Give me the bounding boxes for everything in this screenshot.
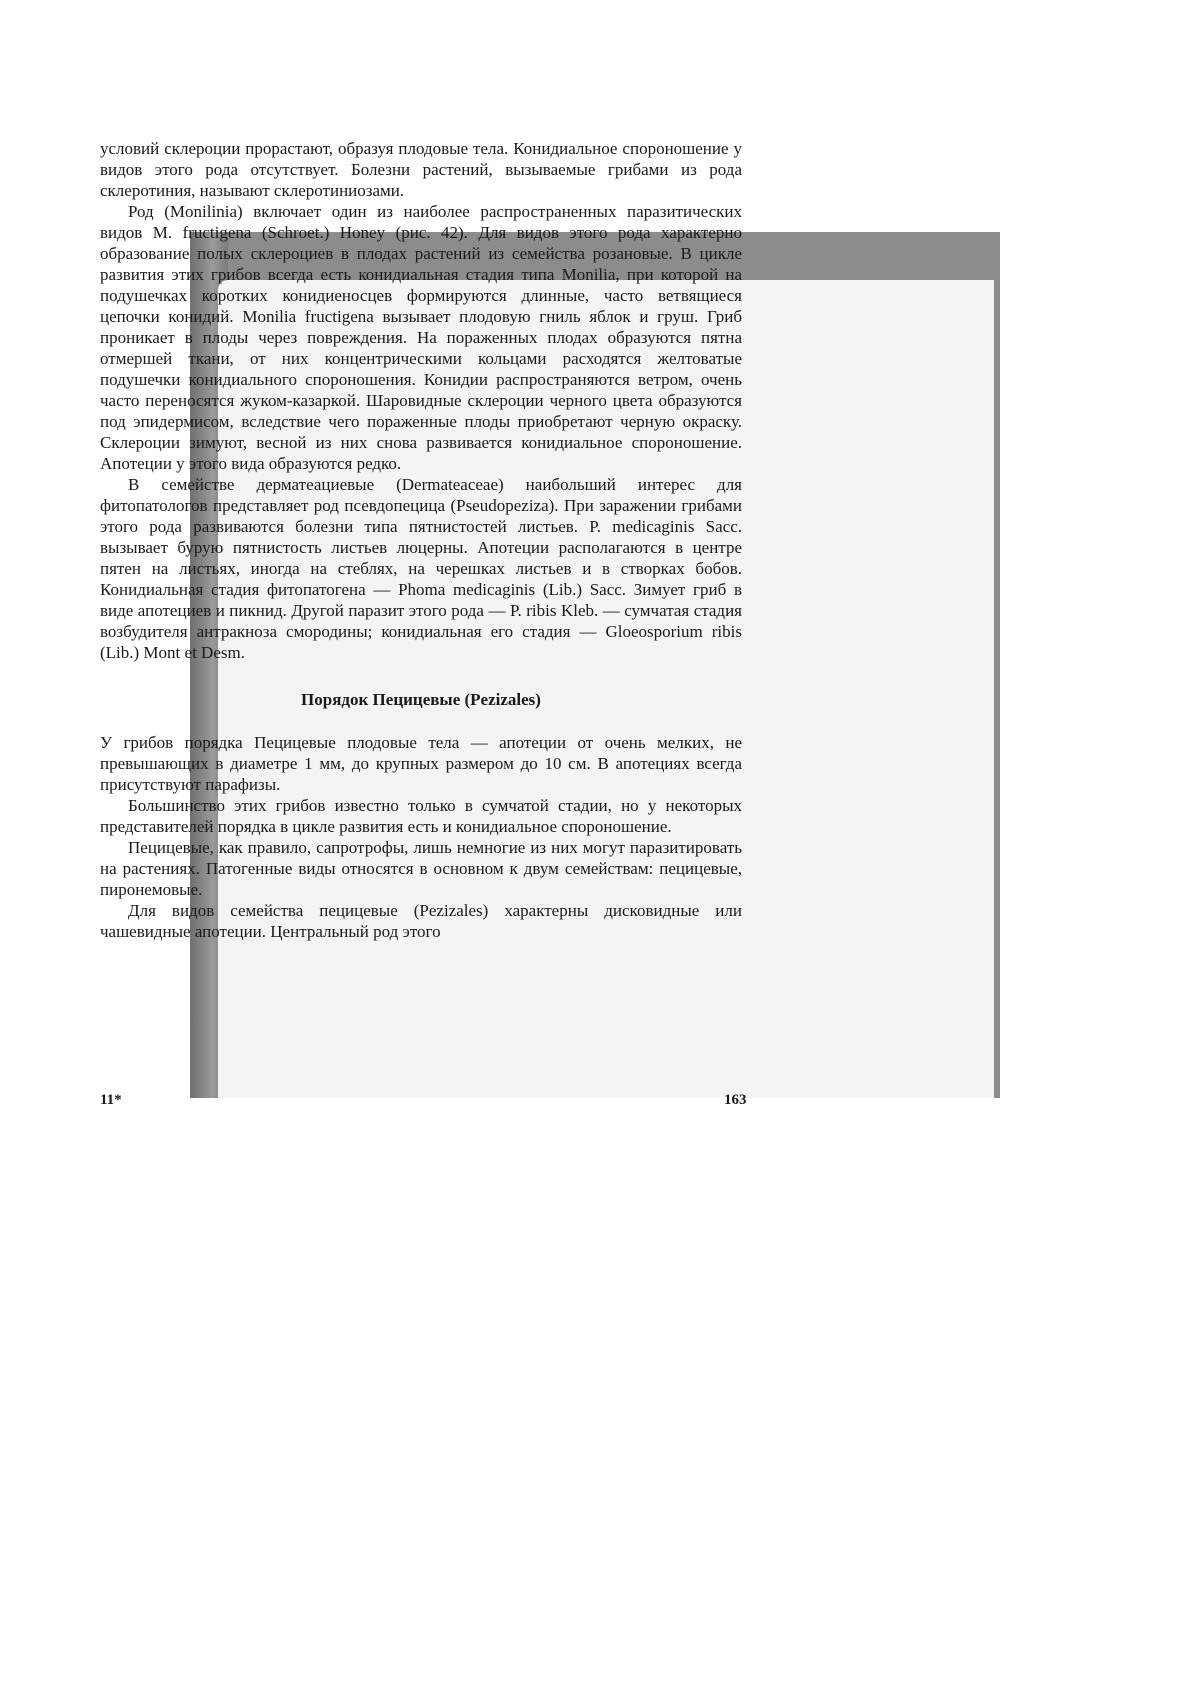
paragraph-7: Для видов семейства пецицевые (Pezizales) характерны дисковидные или чашевидные апотеции. Центральный род этого	[100, 901, 742, 941]
paragraph-6: Пецицевые, как правило, сапротрофы, лишь немногие из них могут паразитировать на растениях. Патогенные виды относятся в основном к двум семействам: пецицевые, пиронемовые.	[100, 838, 742, 899]
paragraph-2: Род (Monilinia) включает один из наиболее распространенных паразитических видов M. fructigena (Schroet.) Honey (рис. 42). Для видов этого рода характерно образование полых склероциев в плодах растений из семейства розановые. В цикле развития этих грибов всегда есть конидиальная стадия типа Monilia, при которой на подушечках коротких конидиеносцев формируются длинные, часто ветвящиеся цепочки конидий. Monilia fructigena вызывает плодовую гниль яблок и груш. Гриб проникает в плоды через повреждения. На пораженных плодах образуются пятна отмершей ткани, от них концентрическими кольцами расходятся желтоватые подушечки конидиального спороношения. Конидии распространяются ветром, очень часто переносятся жуком-казаркой. Шаровидные склероции черного цвета образуются под эпидермисом, вследствие чего пораженные плоды приобретают черную окраску. Склероции зимуют, весной из них снова развивается конидиальное спороношение. Апотеции у этого вида образуются редко.	[100, 202, 742, 473]
paragraph-1: условий склероции прорастают, образуя плодовые тела. Конидиальное спороношение у видов этого рода отсутствует. Болезни растений, вызываемые грибами из рода склеротиния, называют склеротиниозами.	[100, 139, 742, 200]
paragraph-5: Большинство этих грибов известно только в сумчатой стадии, но у некоторых представителей порядка в цикле развития есть и конидиальное спороношение.	[100, 796, 742, 836]
section-heading: Порядок Пецицевые (Pezizales)	[301, 690, 541, 709]
page-number: 163	[724, 1092, 747, 1108]
signature-mark: 11*	[100, 1092, 122, 1108]
paragraph-3: В семействе дерматеациевые (Dermateaceae) наибольший интерес для фитопатологов представляет род псевдопецица (Pseudopeziza). При заражении грибами этого рода развиваются болезни типа пятнистостей листьев. P. medicaginis Sacc. вызывает бурую пятнистость листьев люцерны. Апотеции располагаются в центре пятен на листьях, иногда на стеблях, на черешках листьев и в створках бобов. Конидиальная стадия фитопатогена — Phoma medicaginis (Lib.) Sacc. Зимует гриб в виде апотециев и пикнид. Другой паразит этого рода — P. ribis Kleb. — сумчатая стадия возбудителя антракноза смородины; конидиальная его стадия — Gloeosporium ribis (Lib.) Mont et Desm.	[100, 475, 742, 662]
body-text	[100, 138, 742, 942]
paragraph-4: У грибов порядка Пецицевые плодовые тела — апотеции от очень мелких, не превышающих в диаметре 1 мм, до крупных размером до 10 см. В апотециях всегда присутствуют парафизы.	[100, 733, 742, 794]
